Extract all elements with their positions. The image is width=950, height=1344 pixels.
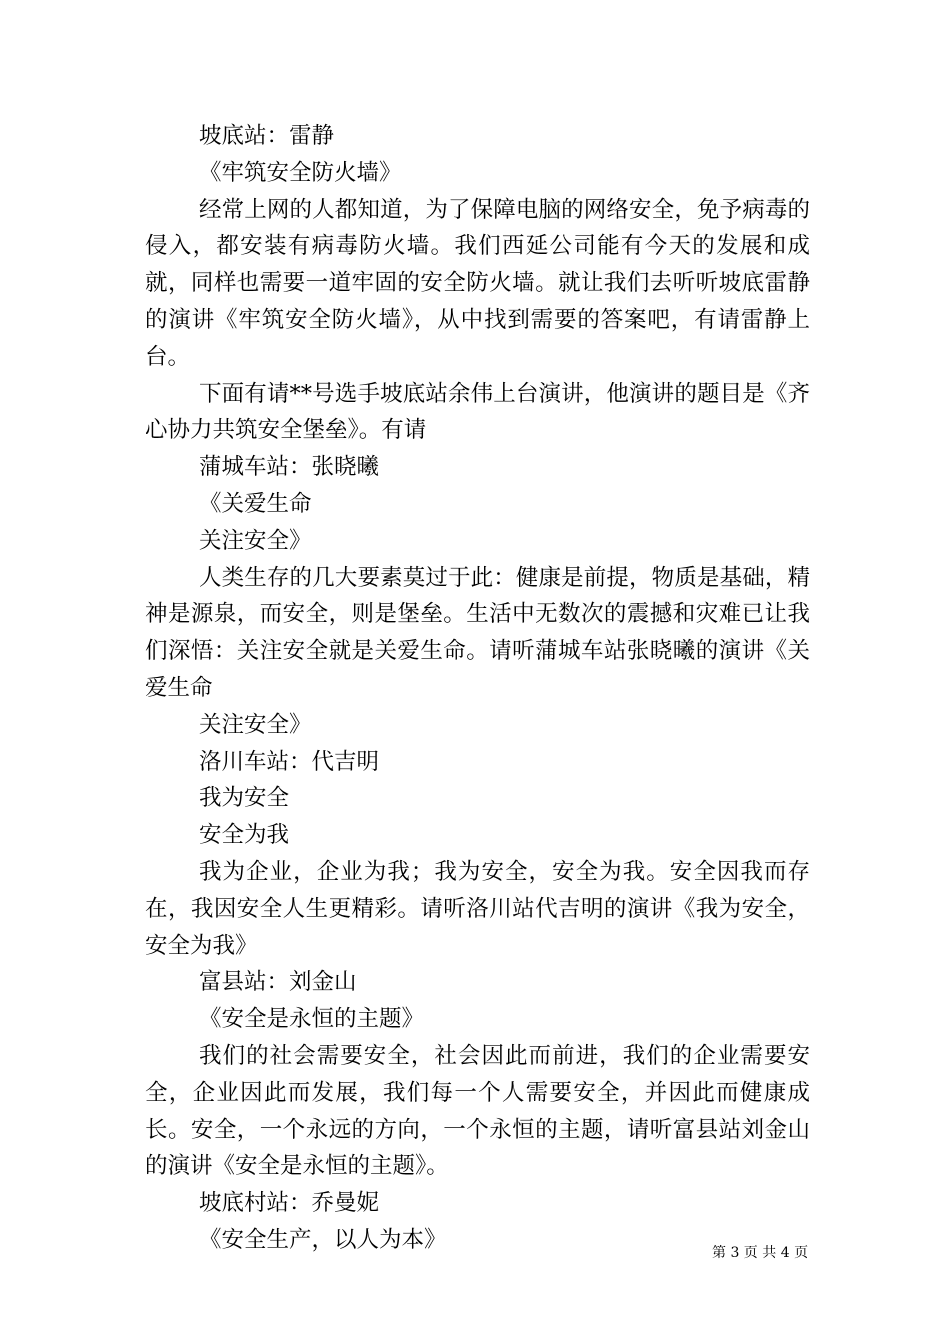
speaker-line: 富县站：刘金山	[199, 969, 357, 996]
intro-paragraph: 人类生存的几大要素莫过于此：健康是前提，物质是基础，精神是源泉，而安全，则是堡垒。生活中无数次的震撼和灾难已让我们深悟：关注安全就是关爱生命。请听蒲城车站张晓曦的演讲《关爱生命	[145, 564, 810, 701]
speech-title: 关注安全》	[199, 527, 312, 554]
speech-title: 我为安全	[199, 785, 290, 812]
intro-paragraph: 我为企业，企业为我；我为安全，安全为我。安全因我而存在，我因安全人生更精彩。请听洛川站代吉明的演讲《我为安全，安全为我》	[145, 858, 810, 959]
intro-paragraph: 下面有请**号选手坡底站余伟上台演讲，他演讲的题目是《齐心协力共筑安全堡垒》。有请	[145, 380, 810, 444]
speech-title: 《牢筑安全防火墙》	[199, 159, 402, 186]
document-body	[145, 118, 810, 1259]
speech-title: 《关爱生命	[199, 490, 312, 517]
speech-title: 《安全是永恒的主题》	[199, 1006, 425, 1033]
intro-paragraph: 我们的社会需要安全，社会因此而前进，我们的企业需要安全，企业因此而发展，我们每一个人需要安全，并因此而健康成长。安全，一个永远的方向，一个永恒的主题，请听富县站刘金山的演讲《安全是永恒的主题》。	[145, 1042, 810, 1180]
speech-title: 《安全生产，以人为本》	[199, 1226, 447, 1253]
speech-title: 关注安全》	[199, 711, 312, 738]
speaker-line: 坡底村站：乔曼妮	[199, 1190, 380, 1217]
speaker-line: 坡底站：雷静	[199, 123, 335, 149]
page-number: 第 3 页 共 4 页	[712, 1245, 809, 1261]
speaker-line: 蒲城车站：张晓曦	[199, 454, 380, 481]
intro-paragraph: 经常上网的人都知道，为了保障电脑的网络安全，免予病毒的侵入，都安装有病毒防火墙。我们西延公司能有今天的发展和成就，同样也需要一道牢固的安全防火墙。就让我们去听听坡底雷静的演讲《牢筑安全防火墙》，从中找到需要的答案吧，有请雷静上台。	[145, 196, 810, 370]
speaker-line: 洛川车站：代吉明	[199, 748, 380, 775]
speech-title: 安全为我	[199, 822, 290, 849]
